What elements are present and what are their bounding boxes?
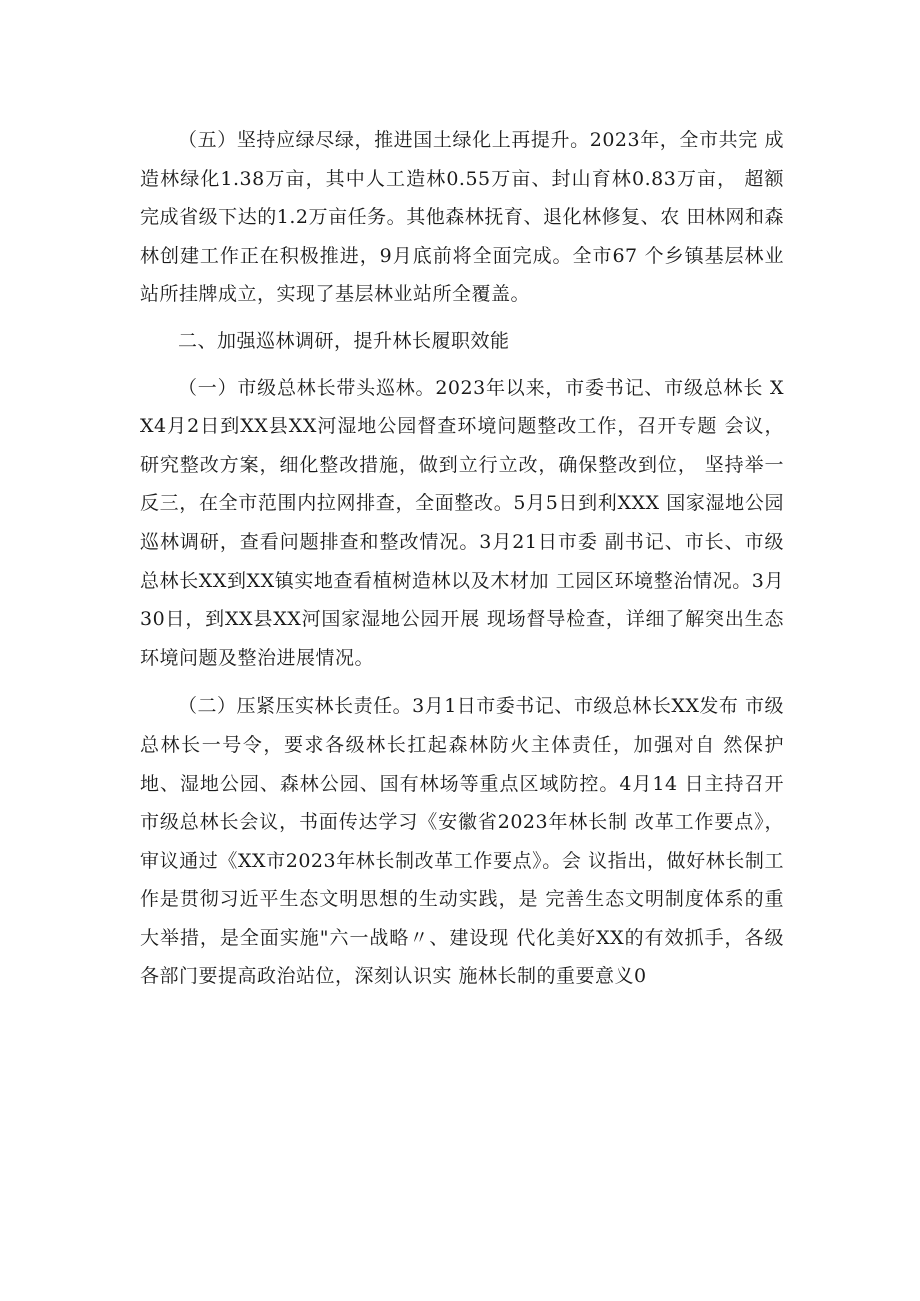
paragraph-chief-responsibility: （二）压紧压实林长责任。3月1日市委书记、市级总林长XX发布 市级总林长一号令，要求各级林长扛起森林防火主体责任，加强对自 然保护地、湿地公园、森林公园、国有林场等重点区域防控。4月14 日主持召开市级总林长会议，书面传达学习《安徽省2023年林长制 改革工作要点》，审议通过《XX市2023年林长制改革工作要点》。会 议指出，做好林长制工作是贯彻习近平生态文明思想的生动实践，是 完善生态文明制度体系的重大举措，是全面实施"六一战略〃、建设现 代化美好XX的有效抓手，各级各部门要提高政治站位，深刻认识实 施林长制的重要意义0 xyxy=(140,695,784,988)
section-heading-patrol: 二、加强巡林调研，提升林长履职效能 xyxy=(178,329,510,352)
paragraph-afforestation: （五）坚持应绿尽绿，推进国土绿化上再提升。2023年，全市共完 成造林绿化1.38万亩，其中人工造林0.55万亩、封山育林0.83万亩， 超额完成省级下达的1.2万亩任务。其他森林抚育、退化林修复、农 田林网和森林创建工作正在积极推进，9月底前将全面完成。全市67 个乡镇基层林业站所挂牌成立，实现了基层林业站所全覆盖。 xyxy=(140,129,784,306)
document-body xyxy=(140,121,784,996)
paragraph-city-chief-patrol: （一）市级总林长带头巡林。2023年以来，市委书记、市级总林长 XX4月2日到XX县XX河湿地公园督查环境问题整改工作，召开专题 会议，研究整改方案，细化整改措施，做到立行立改，确保整改到位， 坚持举一反三，在全市范围内拉网排查，全面整改。5月5日到利XXX 国家湿地公园巡林调研，查看问题排查和整改情况。3月21日市委 副书记、市长、市级总林长XX到XX镇实地查看植树造林以及木材加 工园区环境整治情况。3月30日，到XX县XX河国家湿地公园开展 现场督导检查，详细了解突出生态环境问题及整治进展情况。 xyxy=(140,376,784,669)
